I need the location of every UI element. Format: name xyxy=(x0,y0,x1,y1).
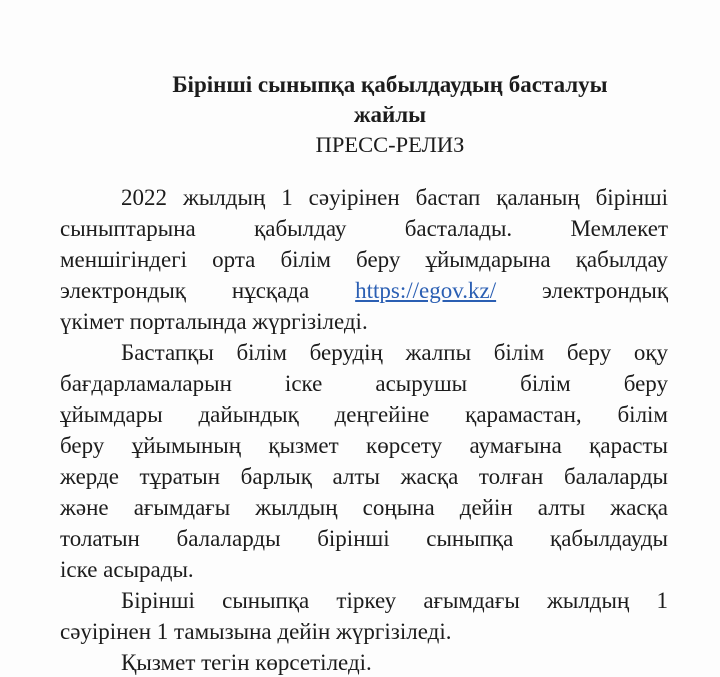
paragraph-2-line-7: толатын балаларды бірінші сыныпқа қабылдауды xyxy=(60,526,668,551)
paragraph-2-line-2: бағдарламаларын іске асырушы білім беру xyxy=(60,371,668,396)
paragraph-1-line-4-text-after: электрондық xyxy=(542,278,669,303)
document-subtitle: ПРЕСС-РЕЛИЗ xyxy=(315,132,465,157)
paragraph-2-line-5: жерде тұратын барлық алты жасқа толған балаларды xyxy=(60,464,668,489)
paragraph-1-line-3: меншігіндегі орта білім беру ұйымдарына қабылдау xyxy=(60,247,668,272)
paragraph-1-line-2: сыныптарына қабылдау басталады. Мемлекет xyxy=(60,216,668,241)
paragraph-2-line-6: және ағымдағы жылдың соңына дейін алты жасқа xyxy=(60,495,668,520)
paragraph-1-line-1: 2022 жылдың 1 сәуірінен бастап қаланың бірінші xyxy=(121,185,668,210)
paragraph-1-line-4 xyxy=(60,277,668,305)
document-title-line-1: Бірінші сыныпқа қабылдаудың басталуы xyxy=(172,72,608,97)
paragraph-2-line-8: іске асырады. xyxy=(60,557,194,582)
paragraph-4-line-1: Қызмет тегін көрсетіледі. xyxy=(121,650,372,675)
paragraph-3-line-2: сәуірінен 1 тамызына дейін жүргізіледі. xyxy=(60,619,452,644)
paragraph-1-line-4-text-before: электрондық нұсқада xyxy=(60,278,310,303)
document-title-line-2: жайлы xyxy=(353,102,427,127)
egov-link[interactable]: https://egov.kz/ xyxy=(355,278,497,303)
paragraph-1-line-5: үкімет порталында жүргізіледі. xyxy=(60,309,368,334)
paragraph-2-line-4: беру ұйымының қызмет көрсету аумағына қарасты xyxy=(60,433,668,458)
paragraph-3-line-1: Бірінші сыныпқа тіркеу ағымдағы жылдың 1 xyxy=(121,588,668,613)
paragraph-2-line-1: Бастапқы білім берудің жалпы білім беру оқу xyxy=(121,340,668,365)
paragraph-2-line-3: ұйымдары дайындық деңгейіне қарамастан, білім xyxy=(60,402,668,427)
